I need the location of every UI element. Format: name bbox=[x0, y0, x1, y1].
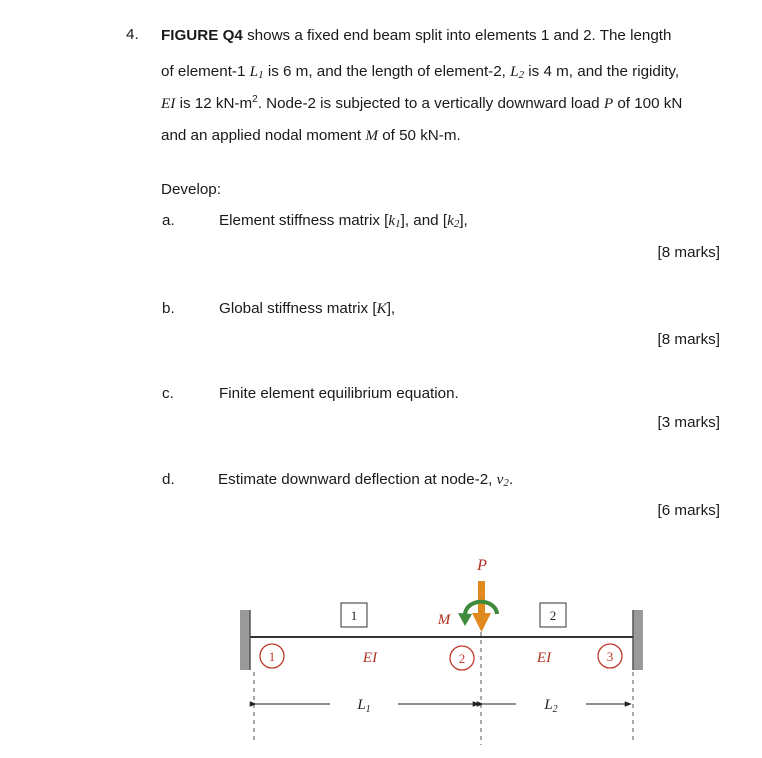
part-text: Global stiffness matrix [ bbox=[219, 300, 377, 317]
length-label-L1: $L_1$ bbox=[357, 697, 371, 715]
question-text: is 4 m, and the rigidity, bbox=[524, 63, 680, 80]
load-arrow-shaft bbox=[478, 581, 485, 615]
symbol-k1: k bbox=[388, 212, 396, 229]
symbol-L1: L bbox=[249, 63, 259, 80]
symbol-v2: v bbox=[496, 471, 504, 488]
node-label-3: 3 bbox=[606, 649, 614, 664]
figure-reference: FIGURE Q4 bbox=[161, 27, 243, 44]
marks-a: [8 marks] bbox=[657, 244, 720, 261]
rigidity-label-1: EI bbox=[362, 650, 378, 666]
question-text: is 12 kN-m bbox=[175, 95, 253, 112]
subscript: 1 bbox=[395, 218, 401, 230]
part-text: ], bbox=[386, 300, 396, 317]
part-c-text: Finite element equilibrium equation. bbox=[219, 385, 459, 402]
part-letter-b: b. bbox=[162, 300, 175, 317]
symbol-P: P bbox=[603, 95, 614, 112]
symbol-M: M bbox=[365, 127, 378, 144]
question-text: of 100 kN bbox=[613, 95, 683, 112]
subscript: 2 bbox=[518, 69, 525, 81]
develop-label: Develop: bbox=[161, 181, 221, 198]
question-number: 4. bbox=[126, 26, 139, 43]
question-text: of element-1 bbox=[161, 63, 250, 80]
question-text: is 6 m, and the length of element-2, bbox=[263, 63, 511, 80]
part-text: Estimate downward deflection at node-2, bbox=[218, 471, 497, 488]
subscript: 1 bbox=[258, 69, 264, 81]
question-text: shows a fixed end beam split into elements 1 and 2. The length bbox=[242, 27, 672, 44]
node-label-2: 2 bbox=[458, 651, 466, 666]
part-text: ], bbox=[459, 212, 468, 229]
part-letter-d: d. bbox=[162, 471, 175, 488]
element-label-2: 2 bbox=[549, 608, 557, 623]
question-text: . Node-2 is subjected to a vertically downward load bbox=[257, 95, 604, 112]
question-text: of 50 kN-m. bbox=[378, 127, 461, 144]
moment-arrow-head bbox=[458, 613, 472, 626]
part-letter-c: c. bbox=[162, 385, 174, 402]
right-fixed-support bbox=[633, 610, 643, 670]
node-label-1: 1 bbox=[268, 649, 276, 664]
question-text: and an applied nodal moment bbox=[161, 127, 366, 144]
part-letter-a: a. bbox=[162, 212, 175, 229]
symbol-k2: k bbox=[447, 212, 454, 229]
marks-d: [6 marks] bbox=[657, 502, 720, 519]
subscript: 2 bbox=[503, 477, 509, 489]
part-text: ], and [ bbox=[400, 212, 448, 229]
symbol-EI: EI bbox=[161, 95, 176, 112]
symbol-L2: L bbox=[510, 63, 519, 80]
symbol-K: K bbox=[376, 300, 387, 317]
element-label-1: 1 bbox=[350, 608, 358, 623]
part-text: . bbox=[508, 471, 514, 488]
load-arrow-head bbox=[472, 613, 491, 632]
part-text: Element stiffness matrix [ bbox=[219, 212, 389, 229]
length-label-L2: $L_2$ bbox=[544, 697, 558, 715]
left-fixed-support bbox=[240, 610, 250, 670]
subscript: 2 bbox=[453, 218, 460, 230]
moment-label-M: M bbox=[437, 612, 451, 628]
marks-b: [8 marks] bbox=[657, 331, 720, 348]
load-label-P: P bbox=[477, 557, 487, 574]
superscript: 2 bbox=[252, 94, 258, 105]
rigidity-label-2: EI bbox=[536, 650, 552, 666]
marks-c: [3 marks] bbox=[657, 414, 720, 431]
